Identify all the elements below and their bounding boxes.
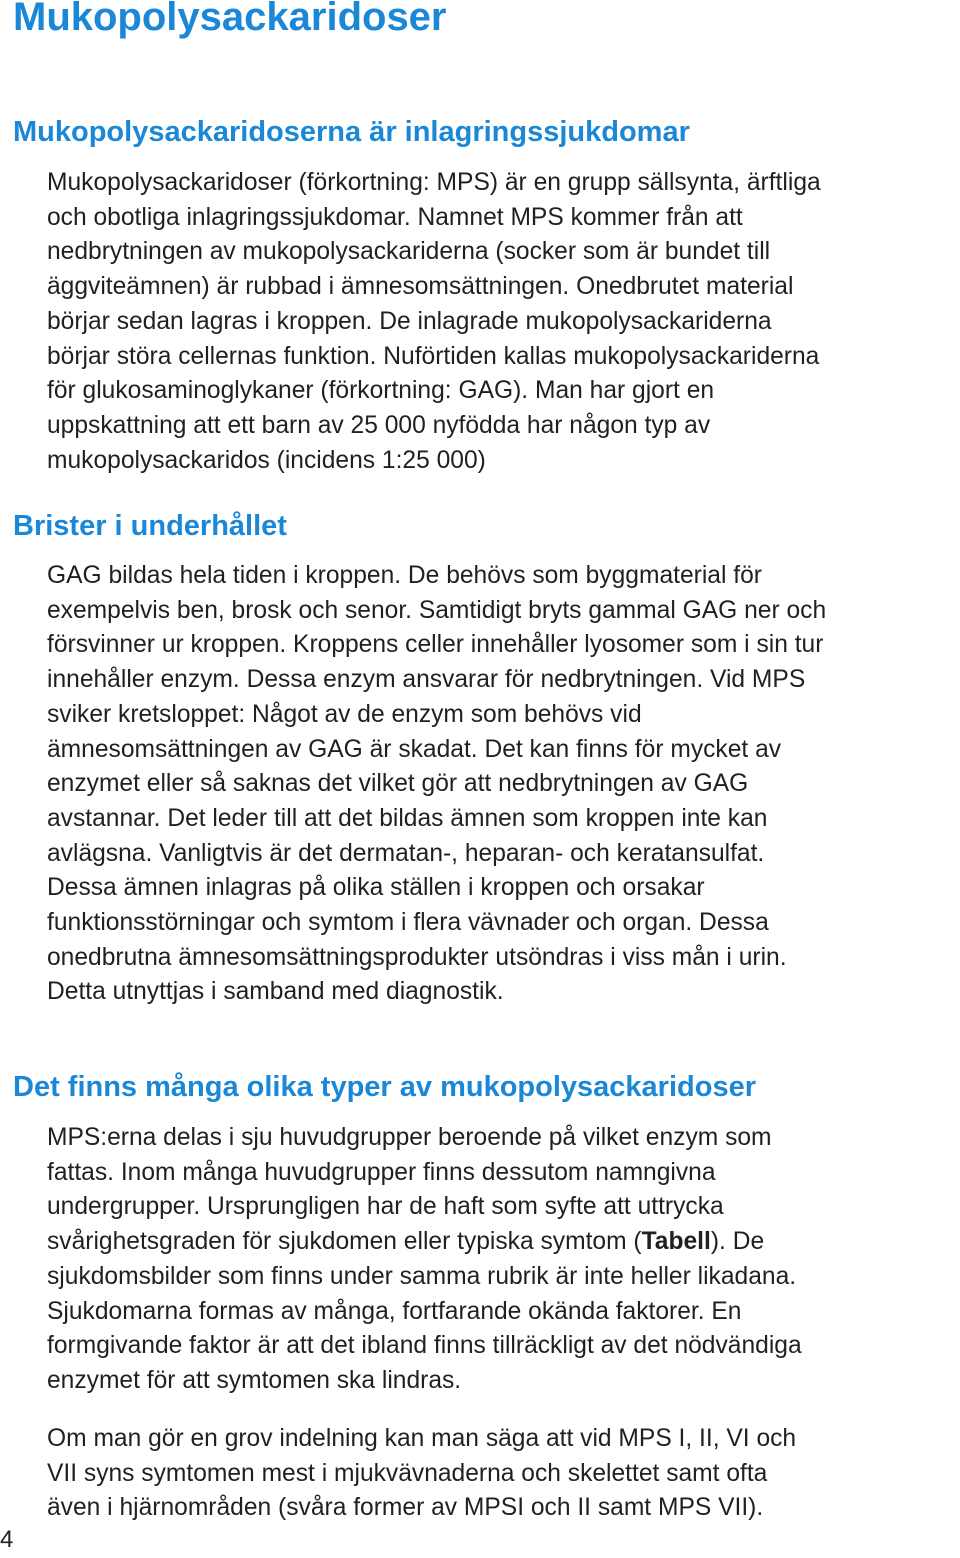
text-line: mukopolysackaridos (incidens 1:25 000) (47, 446, 486, 474)
text-line: ämnesomsättningen av GAG är skadat. Det kan finns för mycket av (47, 735, 782, 763)
text-line: börjar störa cellernas funktion. Nuförtiden kallas mukopolysackariderna (47, 342, 820, 370)
text-line: fattas. Inom många huvudgrupper finns dessutom namngivna (47, 1158, 716, 1186)
section-heading-brister: Brister i underhållet (13, 510, 287, 542)
text-line: enzymet eller så saknas det vilket gör att nedbrytningen av GAG (47, 770, 749, 798)
paragraph-typer (47, 1121, 960, 1399)
text-line: uppskattning att ett barn av 25 000 nyfödda har någon typ av (47, 411, 711, 439)
text-line: exempelvis ben, brosk och senor. Samtidigt bryts gammal GAG ner och (47, 596, 827, 624)
text-line: och obotliga inlagringssjukdomar. Namnet MPS kommer från att (47, 203, 743, 231)
text-line-with-table-reference (47, 1225, 960, 1260)
text-line: VII syns symtomen mest i mjukvävnaderna och skelettet samt ofta (47, 1459, 768, 1487)
text-line: Mukopolysackaridoser (förkortning: MPS) är en grupp sällsynta, ärftliga (47, 169, 821, 196)
text-line: onedbrutna ämnesomsättningsprodukter utsöndras i viss mån i urin. (47, 943, 787, 971)
text-line: innehåller enzym. Dessa enzym ansvarar för nedbrytningen. Vid MPS (47, 666, 806, 694)
text-line: funktionsstörningar och symtom i flera vävnader och organ. Dessa (47, 909, 769, 937)
page-number: 4 (0, 1526, 14, 1553)
text-line: enzymet för att symtomen ska lindras. (47, 1366, 462, 1394)
text-line: GAG bildas hela tiden i kroppen. De behövs som byggmaterial för (47, 562, 762, 589)
text-segment: ). De (710, 1228, 765, 1256)
text-line: nedbrytningen av mukopolysackariderna (socker som är bundet till (47, 238, 771, 266)
text-line: MPS:erna delas i sju huvudgrupper beroende på vilket enzym som (47, 1124, 772, 1151)
section-heading-typer: Det finns många olika typer av mukopolysackaridoser (13, 1071, 756, 1103)
text-line: formgivande faktor är att det ibland finns tillräckligt av det nödvändiga (47, 1332, 802, 1360)
text-line: även i hjärnområden (svåra former av MPSI och II samt MPS VII). (47, 1494, 764, 1522)
text-line: Detta utnyttjas i samband med diagnostik. (47, 978, 504, 1006)
text-line: för glukosaminoglykaner (förkortning: GAG). Man har gjort en (47, 377, 715, 405)
section-heading-inlagringssjukdomar: Mukopolysackaridoserna är inlagringssjukdomar (13, 116, 690, 148)
text-segment: svårighetsgraden för sjukdomen eller typiska symtom ( (47, 1228, 642, 1256)
table-reference: Tabell (641, 1228, 711, 1256)
text-line: avlägsna. Vanligtvis är det dermatan-, heparan- och keratansulfat. (47, 839, 765, 867)
text-line: sviker kretsloppet: Något av de enzym som behövs vid (47, 700, 642, 728)
paragraph-intro (47, 166, 960, 478)
text-line: Om man gör en grov indelning kan man säga att vid MPS I, II, VI och (47, 1425, 797, 1452)
text-line: avstannar. Det leder till att det bildas ämnen som kroppen inte kan (47, 804, 768, 832)
paragraph-indelning (47, 1422, 960, 1526)
text-line: äggviteämnen) är rubbad i ämnesomsättningen. Onedbrutet material (47, 273, 794, 301)
text-line: Dessa ämnen inlagras på olika ställen i kroppen och orsakar (47, 874, 705, 902)
text-line: försvinner ur kroppen. Kroppens celler innehåller lyosomer som i sin tur (47, 631, 824, 659)
text-line: undergrupper. Ursprungligen har de haft som syfte att uttrycka (47, 1193, 724, 1221)
text-line: sjukdomsbilder som finns under samma rubrik är inte heller likadana. (47, 1262, 797, 1290)
page-title: Mukopolysackaridoser (13, 0, 447, 39)
paragraph-brister (47, 559, 960, 1010)
text-line: börjar sedan lagras i kroppen. De inlagrade mukopolysackariderna (47, 307, 772, 335)
text-line: Sjukdomarna formas av många, fortfarande okända faktorer. En (47, 1297, 742, 1325)
